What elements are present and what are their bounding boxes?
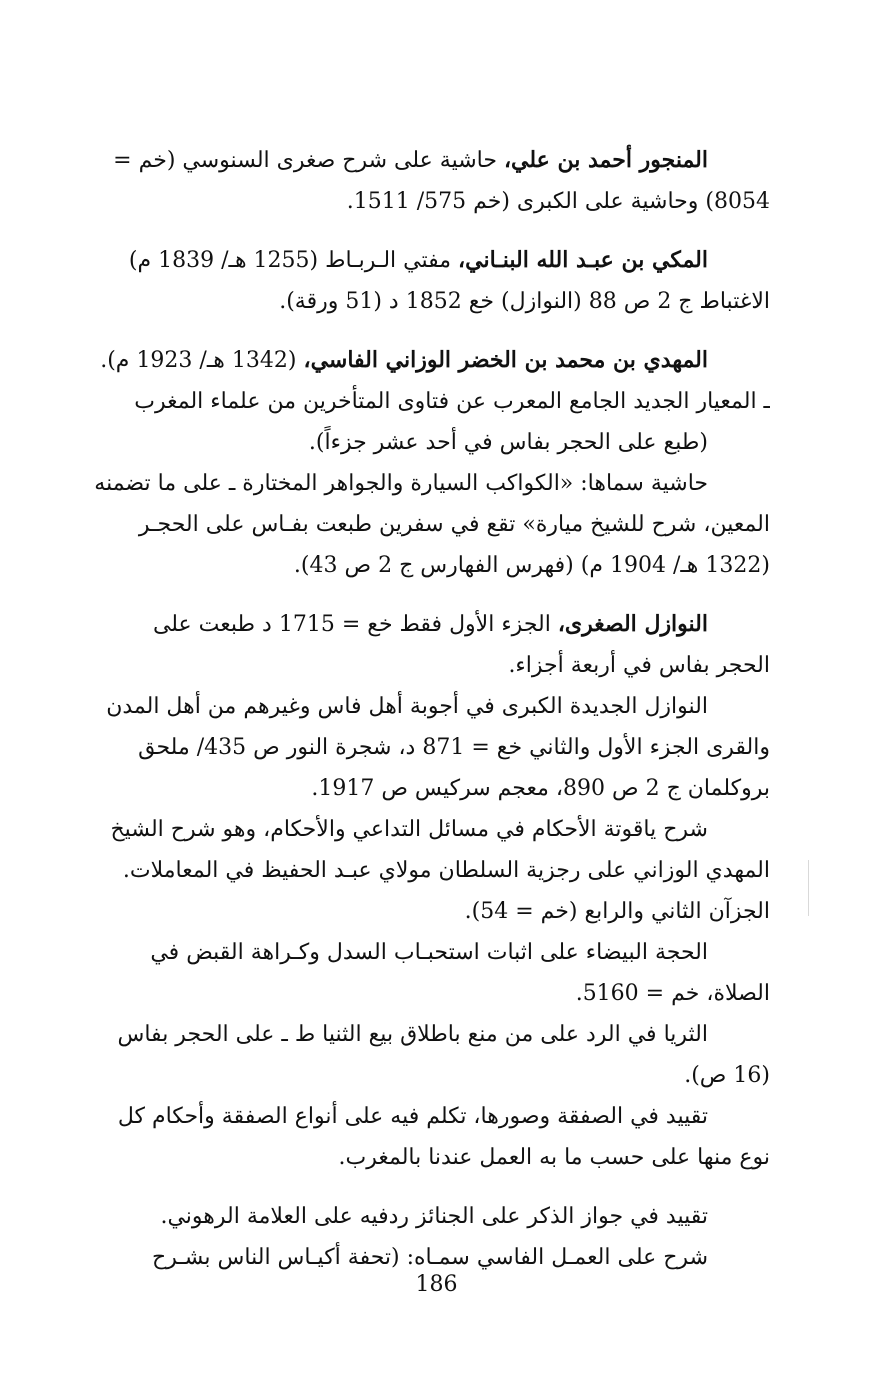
text-line: الثريا في الرد على من منع باطلاق بيع الثنيا ط ـ على الحجر بفاس <box>117 1022 708 1047</box>
text-line: (16 ص). <box>684 1063 770 1088</box>
text-line: شرح على العمـل الفاسي سمـاه: (تحفة أكيـاس الناس بشـرح <box>152 1245 708 1270</box>
text-line: الصلاة، خم = 5160. <box>575 981 770 1006</box>
text-line: الجزآن الثاني والرابع (خم = 54). <box>464 899 770 924</box>
entry-name: المهدي بن محمد بن الخضر الوزاني الفاسي، <box>303 347 708 373</box>
document-body <box>80 140 770 1278</box>
text-line: ـ المعيار الجديد الجامع المعرب عن فتاوى المتأخرين من علماء المغرب <box>134 389 770 414</box>
text-line: النوازل الجديدة الكبرى في أجوبة أهل فاس وغيرهم من أهل المدن <box>106 694 708 719</box>
page-number: 186 <box>415 1272 458 1297</box>
text-line: نوع منها على حسب ما به العمل عندنا بالمغرب. <box>338 1145 770 1170</box>
text-line: تقييد في الصفقة وصورها، تكلم فيه على أنواع الصفقة وأحكام كل <box>117 1104 708 1129</box>
text-line: المعين، شرح للشيخ ميارة» تقع في سفرين طبعت بفـاس على الحجـر <box>138 512 770 537</box>
entry-name: المكي بن عبـد الله البنـاني، <box>458 247 708 273</box>
text-line: تقييد في جواز الذكر على الجنائز ردفيه على العلامة الرهوني. <box>160 1204 708 1229</box>
entry-name: النوازل الصغرى، <box>557 611 708 637</box>
text-line: بروكلمان ج 2 ص 890، معجم سركيس ص 1917. <box>311 776 770 801</box>
entry-name: المنجور أحمد بن علي، <box>503 147 708 173</box>
text-line: (1322 هـ/ 1904 م) (فهرس الفهارس ج 2 ص 43). <box>293 553 770 578</box>
text-line: (طبع على الحجر بفاس في أحد عشر جزءاً). <box>308 430 708 455</box>
text-line: الاغتباط ج 2 ص 88 (النوازل) خع 1852 د (51 ورقة). <box>279 289 770 314</box>
text-line: المهدي الوزاني على رجزية السلطان مولاي عبـد الحفيظ في المعاملات. <box>122 858 770 883</box>
text-line: والقرى الجزء الأول والثاني خع = 871 د، شجرة النور ص 435/ ملحق <box>138 735 770 760</box>
text-line: المنجور أحمد بن علي، حاشية على شرح صغرى السنوسي (خم = <box>113 147 708 173</box>
text-line: حاشية سماها: «الكواكب السيارة والجواهر المختارة ـ على ما تضمنه <box>94 471 708 496</box>
text-line: الحجر بفاس في أربعة أجزاء. <box>508 653 770 678</box>
text-line: المكي بن عبـد الله البنـاني، مفتي الـربـاط (1255 هـ/ 1839 م) <box>128 247 708 273</box>
text-line: الحجة البيضاء على اثبات استحبـاب السدل وكـراهة القبض في <box>150 940 708 965</box>
text-line: شرح ياقوتة الأحكام في مسائل التداعي والأحكام، وهو شرح الشيخ <box>110 817 708 842</box>
text-line: النوازل الصغرى، الجزء الأول فقط خع = 1715 د طبعت على <box>152 611 708 637</box>
text-line: 8054) وحاشية على الكبرى (خم 575/ 1511. <box>346 189 770 214</box>
scan-edge-mark <box>808 860 809 916</box>
text-line: المهدي بن محمد بن الخضر الوزاني الفاسي، (1342 هـ/ 1923 م). <box>100 347 708 373</box>
